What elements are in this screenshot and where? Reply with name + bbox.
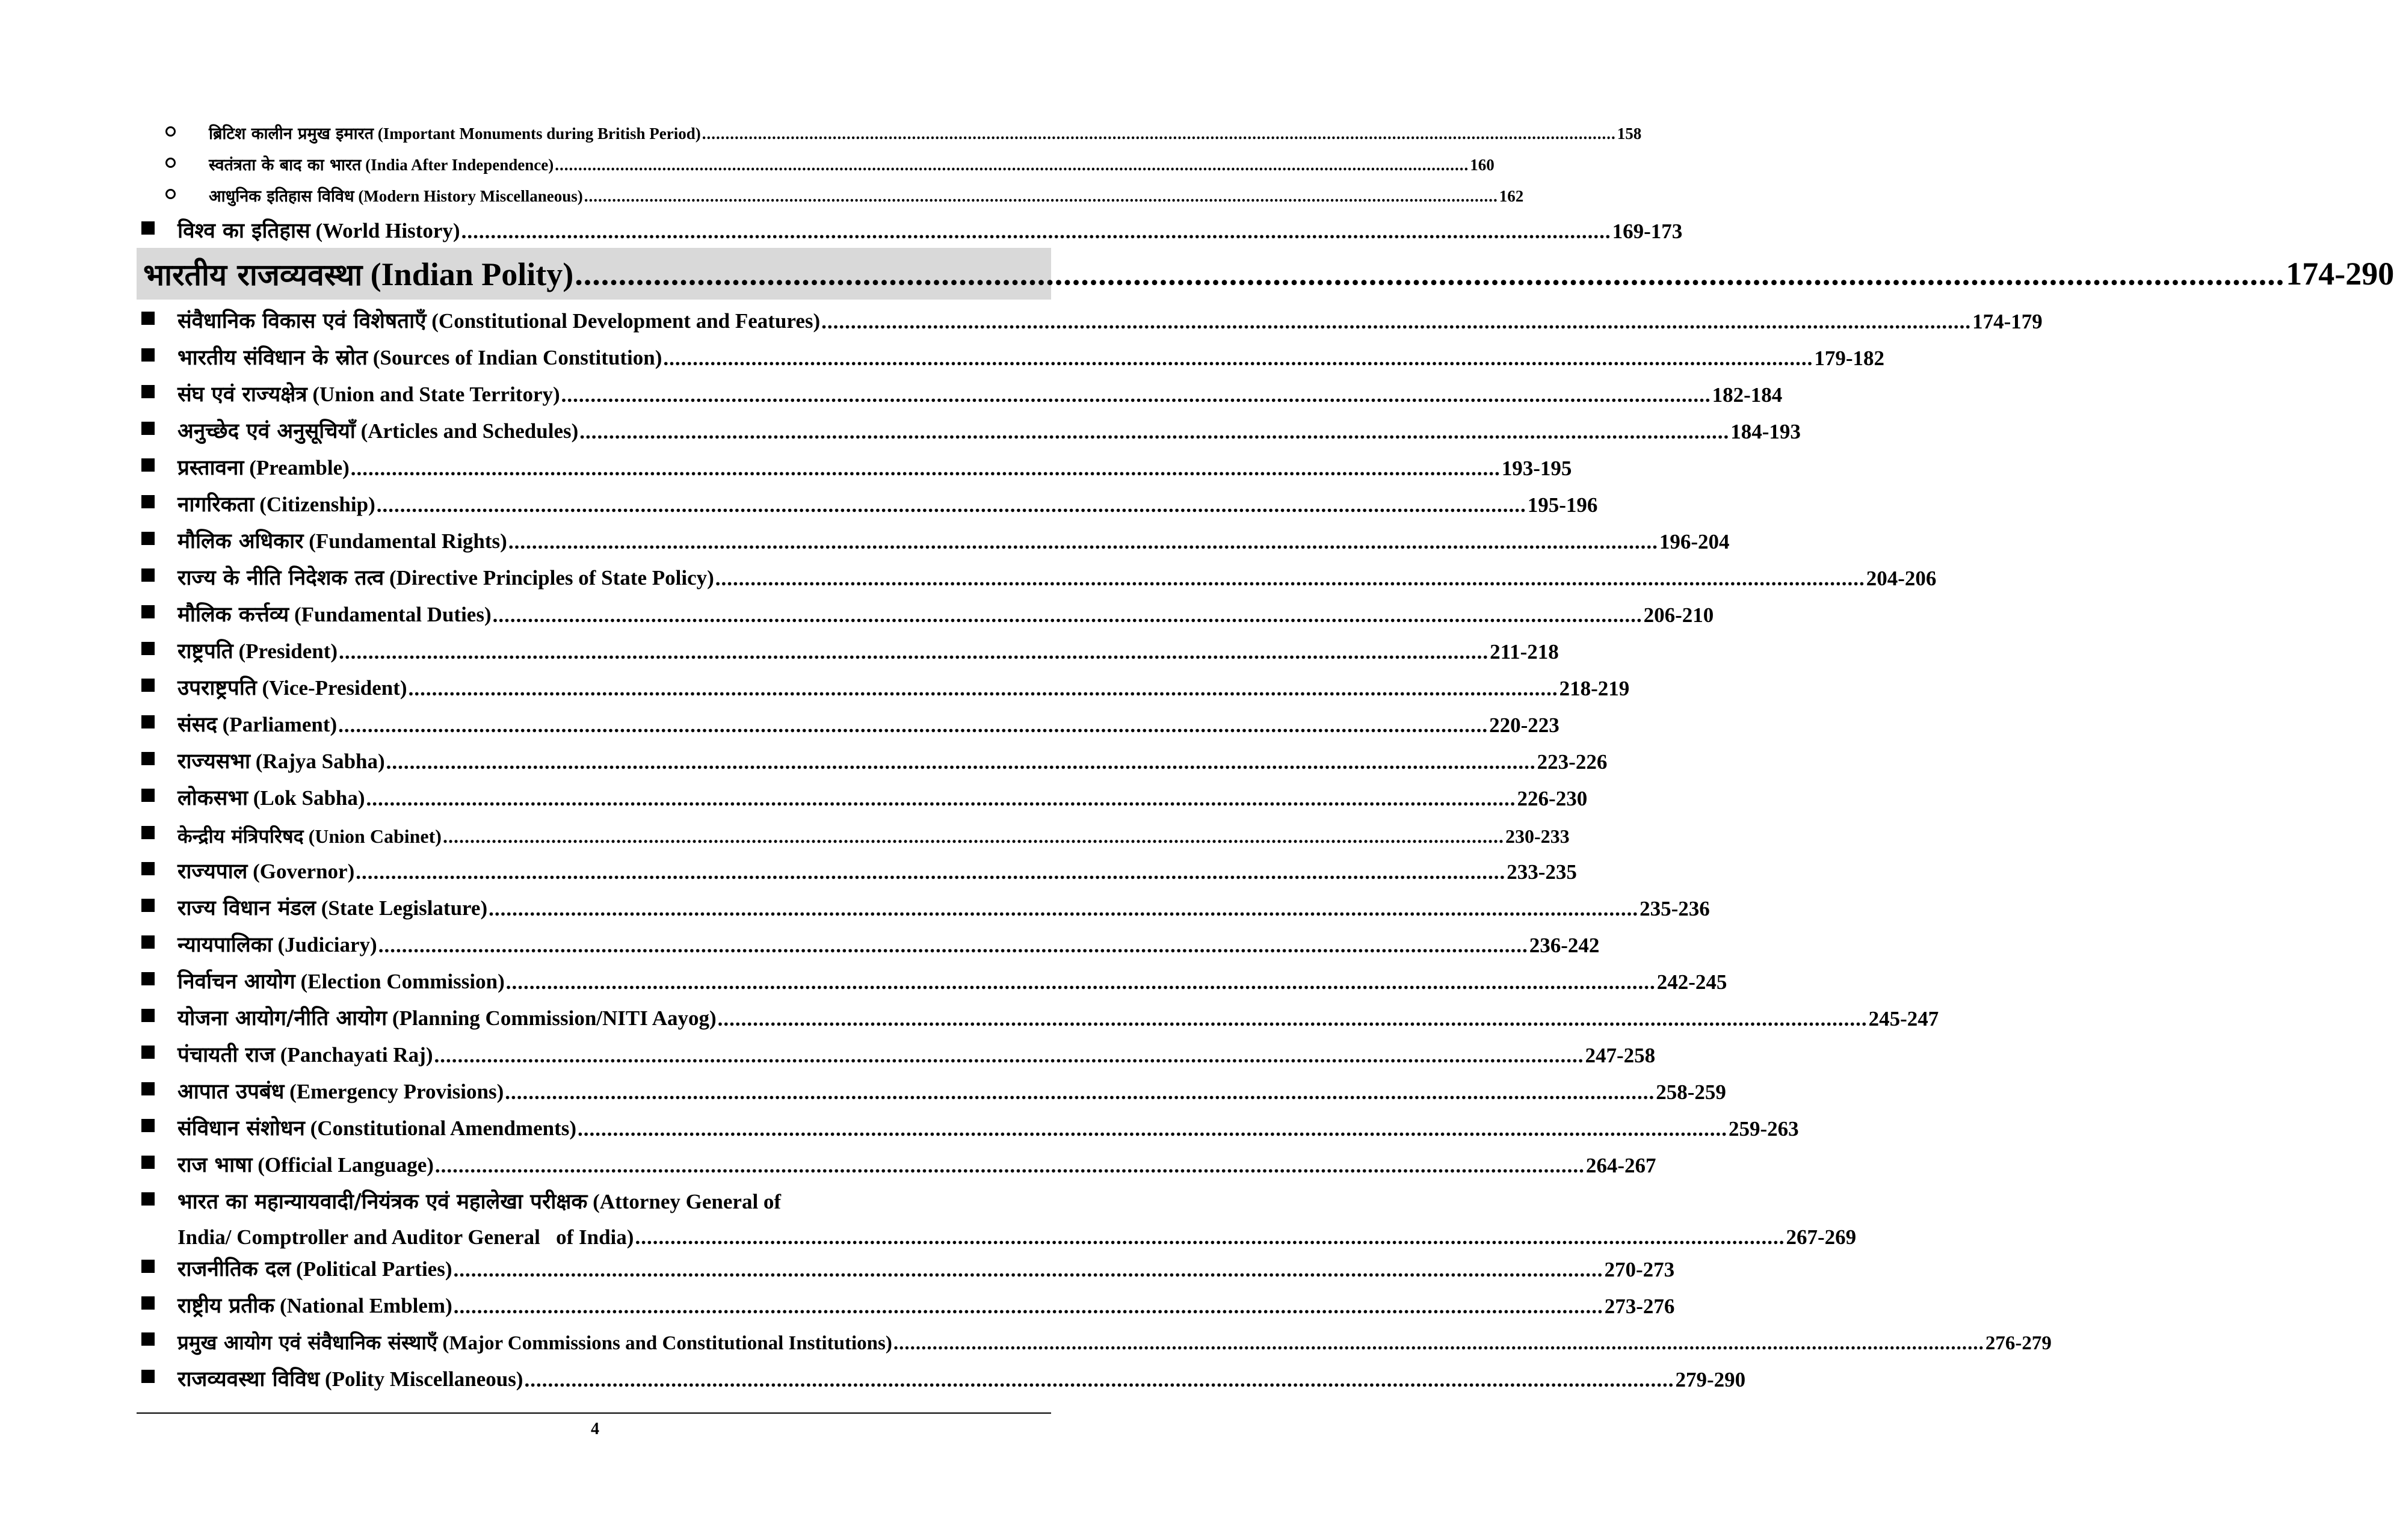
- square-bullet-icon: [141, 935, 155, 949]
- entry-hindi: विश्व का इतिहास: [177, 219, 310, 243]
- square-bullet-icon: [141, 348, 155, 362]
- entry-page: 218-219: [1559, 677, 1630, 700]
- entry-english: (Important Monuments during British Period): [377, 125, 701, 143]
- entry-page: 236-242: [1529, 934, 1600, 957]
- entry-english: (Polity Miscellaneous): [324, 1367, 523, 1391]
- entry-english: (Articles and Schedules): [360, 419, 579, 443]
- entry-hindi: संविधान संशोधन: [177, 1116, 305, 1141]
- entry-hindi: योजना आयोग/नीति आयोग: [177, 1006, 387, 1030]
- entry-hindi: उपराष्ट्रपति: [177, 676, 257, 700]
- leader-dots: ....................................................................................................................................................................................................: [715, 567, 1865, 590]
- entry-page: 162: [1499, 187, 1524, 205]
- entry-page: 230-233: [1505, 825, 1570, 847]
- square-bullet-icon: [141, 862, 155, 875]
- entry-page: 220-223: [1489, 713, 1559, 737]
- square-bullet-icon: [141, 715, 155, 728]
- entry-english: (Constitutional Amendments): [310, 1116, 577, 1140]
- leader-dots: ....................................................................................................................................................................................................: [578, 1117, 1728, 1141]
- entry-hindi: केन्द्रीय मंत्रिपरिषद: [177, 825, 304, 848]
- footer-rule: [137, 1412, 1051, 1414]
- entry-page: 223-226: [1537, 750, 1608, 774]
- entry-english: (Panchayati Raj): [280, 1043, 433, 1067]
- square-bullet-icon: [141, 422, 155, 435]
- entry-page: 204-206: [1866, 567, 1937, 590]
- entry-english: (Election Commission): [300, 970, 505, 993]
- entry-english: (State Legislature): [321, 896, 488, 920]
- entry-english: (World History): [315, 219, 460, 242]
- leader-dots: ....................................................................................................................................................................................................: [505, 1080, 1655, 1104]
- entry-hindi: ब्रिटिश कालीन प्रमुख इमारत: [209, 125, 374, 143]
- entry-page: 160: [1470, 156, 1495, 174]
- toc-entry: [141, 412, 1801, 443]
- leader-dots: ....................................................................................................................................................................................................: [338, 713, 1489, 737]
- entry-page: 196-204: [1659, 530, 1730, 553]
- toc-entry: [141, 559, 1937, 590]
- toc-entry: [141, 1036, 1656, 1067]
- leader-dots: ....................................................................................................................................................................................................: [434, 1044, 1584, 1067]
- entry-english: (Attorney General of: [593, 1190, 782, 1213]
- entry-english: (Political Parties): [296, 1257, 452, 1281]
- square-bullet-icon: [141, 385, 155, 398]
- entry-hindi: पंचायती राज: [177, 1043, 276, 1067]
- leader-dots: ....................................................................................................................................................................................................: [461, 220, 1611, 243]
- toc-entry: [141, 485, 1598, 517]
- entry-hindi: नागरिकता: [177, 493, 255, 517]
- leader-dots: ....................................................................................................................................................................................................: [492, 603, 1643, 627]
- entry-english: (Lok Sabha): [253, 786, 365, 810]
- entry-hindi: राष्ट्रपति: [177, 639, 233, 664]
- leader-dots: ....................................................................................................................................................................................................: [821, 310, 1972, 333]
- entry-hindi: अनुच्छेद एवं अनुसूचियाँ: [177, 419, 356, 443]
- toc-entry: [141, 816, 1570, 848]
- square-bullet-icon: [141, 826, 155, 839]
- square-bullet-icon: [141, 605, 155, 618]
- entry-hindi: आपात उपबंध: [177, 1080, 285, 1104]
- leader-dots: ....................................................................................................................................................................................................: [356, 860, 1506, 884]
- leader-dots: ....................................................................................................................................................................................................: [508, 530, 1658, 553]
- toc-entry: [141, 1109, 1799, 1141]
- square-bullet-icon: [141, 642, 155, 655]
- entry-english: (Fundamental Duties): [294, 603, 492, 626]
- square-bullet-icon: [141, 1370, 155, 1383]
- leader-dots: ....................................................................................................................................................................................................: [717, 1007, 1868, 1030]
- square-bullet-icon: [141, 1046, 155, 1059]
- entry-english: (Rajya Sabha): [255, 750, 385, 773]
- entry-english: (Modern History Miscellaneous): [358, 187, 583, 205]
- square-bullet-icon: [141, 495, 155, 508]
- entry-english: (Judiciary): [277, 933, 377, 956]
- square-bullet-icon: [141, 789, 155, 802]
- section-page: 174-290: [2286, 256, 2394, 292]
- entry-english-continued: India/ Comptroller and Auditor General of India): [177, 1225, 634, 1249]
- leader-dots: ....................................................................................................................................................................................................: [579, 420, 1730, 443]
- entry-hindi: प्रमुख आयोग एवं संवैधानिक संस्थाएँ: [177, 1331, 438, 1354]
- entry-hindi: आधुनिक इतिहास विविध: [209, 187, 354, 206]
- square-bullet-icon: [141, 458, 155, 472]
- square-bullet-icon: [141, 1119, 155, 1132]
- entry-page: 279-290: [1675, 1368, 1746, 1391]
- toc-entry: [141, 1287, 1675, 1318]
- entry-hindi: भारतीय संविधान के स्रोत: [177, 346, 368, 370]
- toc-entry-attorney: [141, 1183, 1038, 1213]
- entry-hindi: राष्ट्रीय प्रतीक: [177, 1294, 275, 1318]
- entry-page: 233-235: [1507, 860, 1577, 884]
- square-bullet-icon: [141, 532, 155, 545]
- entry-hindi: न्यायपालिका: [177, 933, 273, 957]
- entry-english: (Sources of Indian Constitution): [372, 346, 662, 369]
- toc-entry-world-history: [141, 212, 1683, 243]
- entry-page: 193-195: [1501, 457, 1572, 480]
- leader-dots: ....................................................................................................................................................................................................: [434, 1154, 1585, 1177]
- leader-dots: ....................................................................................................................................................................................................: [453, 1258, 1603, 1281]
- entry-page: 235-236: [1640, 897, 1710, 920]
- entry-english: (Emergency Provisions): [289, 1080, 504, 1103]
- entry-hindi: संवैधानिक विकास एवं विशेषताएँ: [177, 309, 427, 333]
- leader-dots: ....................................................................................................................................................................................................: [386, 750, 1536, 774]
- leader-dots: ....................................................................................................................................................................................................: [561, 383, 1711, 407]
- square-bullet-icon: [141, 1156, 155, 1169]
- circle-bullet-icon: [165, 189, 176, 199]
- toc-entry: [141, 742, 1608, 774]
- toc-entry: [141, 1250, 1675, 1281]
- leader-dots: ....................................................................................................................................................................................................: [635, 1225, 1785, 1249]
- entry-page: 206-210: [1643, 603, 1714, 627]
- entry-hindi: राज भाषा: [177, 1153, 253, 1177]
- entry-english: (Citizenship): [259, 493, 375, 516]
- entry-english: (Fundamental Rights): [309, 529, 507, 553]
- square-bullet-icon: [141, 221, 155, 235]
- entry-english: (President): [238, 639, 338, 663]
- section-english: (Indian Polity): [370, 256, 574, 292]
- entry-hindi: लोकसभा: [177, 786, 248, 810]
- section-heading: [143, 248, 2394, 300]
- toc-entry: [141, 669, 1630, 700]
- leader-dots: ....................................................................................................................................................................................................: [489, 897, 1639, 920]
- toc-entry: [141, 852, 1577, 884]
- leader-dots: ....................................................................................................................................................................................................: [442, 825, 1504, 847]
- leader-dots: ....................................................................................................................................................................................................: [378, 934, 1528, 957]
- entry-hindi: निर्वाचन आयोग: [177, 970, 295, 994]
- toc-entry: [141, 706, 1559, 737]
- toc-subentry: [165, 118, 1642, 143]
- entry-english: (Governor): [253, 860, 355, 883]
- square-bullet-icon: [141, 1260, 155, 1273]
- leader-dots: ....................................................................................................................................................................................................: [453, 1295, 1603, 1318]
- square-bullet-icon: [141, 1332, 155, 1346]
- entry-english: (National Emblem): [279, 1294, 452, 1317]
- square-bullet-icon: [141, 1009, 155, 1022]
- entry-english: (Directive Principles of State Policy): [389, 566, 714, 590]
- square-bullet-icon: [141, 899, 155, 912]
- entry-page: 273-276: [1604, 1295, 1675, 1318]
- entry-hindi: संघ एवं राज्यक्षेत्र: [177, 383, 307, 407]
- entry-page: 169-173: [1612, 220, 1683, 243]
- entry-hindi: मौलिक कर्त्तव्य: [177, 603, 289, 627]
- square-bullet-icon: [141, 312, 155, 325]
- toc-entry: [141, 962, 1727, 994]
- entry-page: 242-245: [1656, 970, 1727, 994]
- toc-subentry: [165, 149, 1495, 174]
- toc-entry: [141, 632, 1559, 664]
- circle-bullet-icon: [165, 126, 176, 137]
- toc-entry: [141, 339, 1885, 370]
- leader-dots: ....................................................................................................................................................................................................: [893, 1332, 1984, 1354]
- entry-hindi: राजव्यवस्था विविध: [177, 1367, 320, 1391]
- toc-entry: [141, 1073, 1726, 1104]
- entry-english: (Union and State Territory): [312, 383, 560, 406]
- entry-page: 179-182: [1814, 346, 1885, 370]
- toc-entry: [141, 522, 1730, 553]
- leader-dots: ....................................................................................................................................................................................................: [408, 677, 1558, 700]
- square-bullet-icon: [141, 568, 155, 582]
- leader-dots: ....................................................................................................................................................................................................: [376, 493, 1526, 517]
- leader-dots: ....................................................................................................................................................................................................: [555, 156, 1469, 174]
- entry-page: 276-279: [1985, 1332, 2052, 1354]
- entry-page: 259-263: [1729, 1117, 1799, 1141]
- entry-english: (Union Cabinet): [308, 825, 442, 847]
- entry-hindi: राज्यसभा: [177, 750, 251, 774]
- square-bullet-icon: [141, 1296, 155, 1310]
- entry-hindi: संसद: [177, 713, 217, 737]
- entry-hindi: स्वतंत्रता के बाद का भारत: [209, 156, 362, 174]
- entry-page: 182-184: [1712, 383, 1783, 407]
- entry-english: (Parliament): [222, 713, 338, 736]
- entry-english: (India After Independence): [365, 156, 554, 174]
- square-bullet-icon: [141, 679, 155, 692]
- leader-dots: ....................................................................................................................................................................................................: [350, 457, 1501, 480]
- square-bullet-icon: [141, 972, 155, 985]
- entry-hindi: राज्यपाल: [177, 860, 248, 884]
- entry-english: (Official Language): [258, 1153, 434, 1177]
- leader-dots: ....................................................................................................................................................................................................: [524, 1368, 1674, 1391]
- square-bullet-icon: [141, 1192, 155, 1206]
- entry-hindi: भारत का महान्यायवादी/नियंत्रक एवं महालेखा परीक्षक: [177, 1190, 588, 1214]
- entry-hindi: राजनीतिक दल: [177, 1257, 291, 1281]
- entry-hindi: मौलिक अधिकार: [177, 529, 304, 553]
- entry-hindi: राज्य के नीति निदेशक तत्व: [177, 566, 384, 590]
- entry-english: (Planning Commission/NITI Aayog): [392, 1006, 717, 1030]
- leader-dots: ....................................................................................................................................................................................................: [339, 640, 1489, 664]
- entry-page: 184-193: [1730, 420, 1801, 443]
- entry-page: 267-269: [1786, 1225, 1857, 1249]
- toc-entry: [141, 889, 1710, 920]
- toc-entry: [141, 1146, 1656, 1177]
- entry-page: 211-218: [1490, 640, 1559, 664]
- square-bullet-icon: [141, 1082, 155, 1095]
- toc-entry: [141, 596, 1714, 627]
- leader-dots: ....................................................................................................................................................................................................: [584, 187, 1498, 205]
- entry-page: 270-273: [1604, 1258, 1675, 1281]
- entry-english: (Constitutional Development and Features): [431, 309, 821, 333]
- toc-entry: [141, 779, 1588, 810]
- entry-hindi: राज्य विधान मंडल: [177, 896, 316, 920]
- entry-page: 195-196: [1527, 493, 1598, 517]
- leader-dots: ....................................................................................................................................................................................................: [575, 256, 2285, 292]
- toc-entry: [141, 999, 1939, 1030]
- entry-page: 158: [1617, 125, 1642, 143]
- entry-page: 245-247: [1868, 1007, 1939, 1030]
- toc-entry: [141, 1360, 1746, 1391]
- section-hindi: भारतीय राजव्यवस्था: [143, 257, 363, 292]
- entry-page: 174-179: [1972, 310, 2043, 333]
- entry-page: 258-259: [1656, 1080, 1726, 1104]
- entry-english: (Preamble): [249, 456, 350, 479]
- entry-hindi: प्रस्तावना: [177, 456, 244, 480]
- toc-entry: [141, 375, 1783, 407]
- toc-entry: [141, 449, 1572, 480]
- leader-dots: ....................................................................................................................................................................................................: [366, 787, 1516, 810]
- entry-page: 247-258: [1585, 1044, 1656, 1067]
- circle-bullet-icon: [165, 158, 176, 168]
- entry-page: 226-230: [1517, 787, 1588, 810]
- leader-dots: ....................................................................................................................................................................................................: [505, 970, 1656, 994]
- toc-entry-attorney-continued: [177, 1219, 1857, 1249]
- page-number: 4: [591, 1420, 599, 1438]
- entry-english: (Vice-President): [262, 676, 407, 700]
- square-bullet-icon: [141, 752, 155, 765]
- leader-dots: ....................................................................................................................................................................................................: [663, 346, 1813, 370]
- toc-entry: [141, 1323, 2052, 1354]
- toc-entry: [141, 302, 2043, 333]
- toc-entry: [141, 926, 1600, 957]
- entry-page: 264-267: [1585, 1154, 1656, 1177]
- toc-subentry: [165, 180, 1524, 206]
- leader-dots: ....................................................................................................................................................................................................: [702, 125, 1616, 143]
- entry-english: (Major Commissions and Constitutional Institutions): [442, 1332, 892, 1354]
